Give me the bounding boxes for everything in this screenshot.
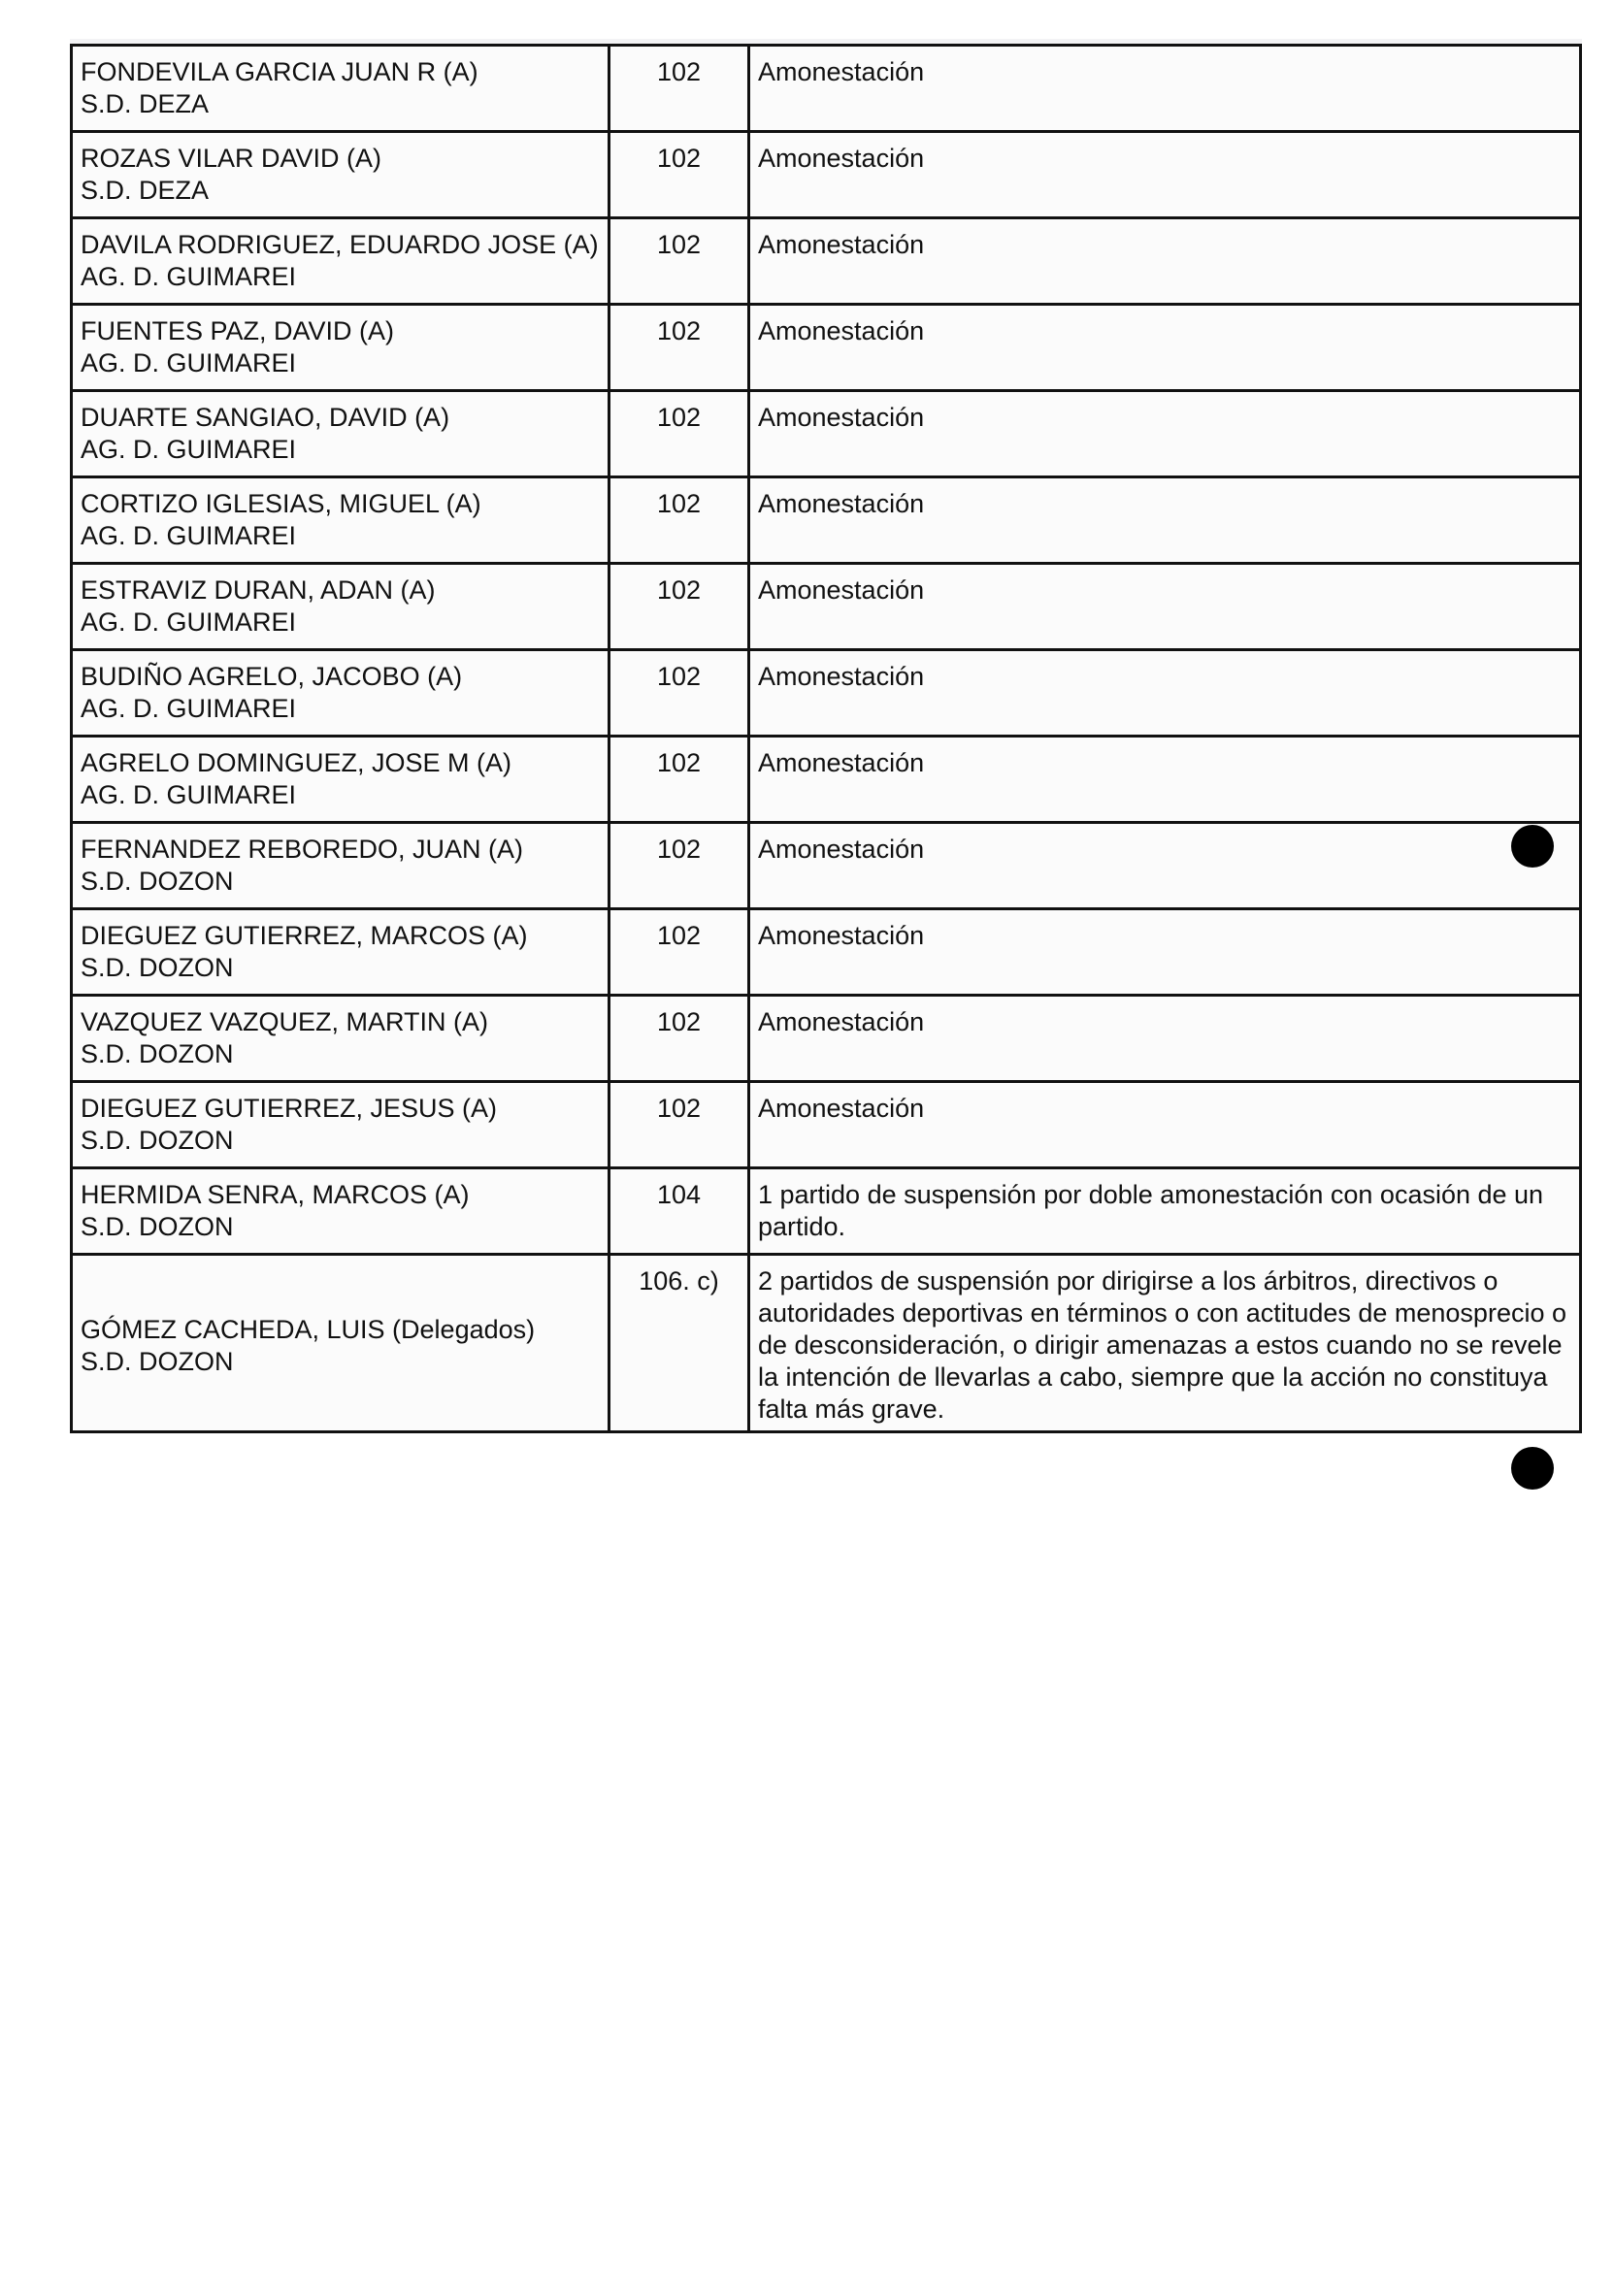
player-name: ROZAS VILAR DAVID (A)	[81, 144, 382, 173]
table-row	[72, 564, 1581, 650]
sanction-cell: Amonestación	[749, 218, 1581, 305]
player-name: DIEGUEZ GUTIERREZ, JESUS (A)	[81, 1094, 498, 1123]
punch-hole-mark	[1511, 1447, 1554, 1490]
club-name: S.D. DOZON	[81, 1212, 234, 1241]
club-name: S.D. DOZON	[81, 1039, 234, 1068]
club-name: S.D. DOZON	[81, 867, 234, 896]
article-cell: 104	[609, 1168, 749, 1255]
sanction-cell: Amonestación	[749, 737, 1581, 823]
table-row	[72, 1082, 1581, 1168]
player-name: ESTRAVIZ DURAN, ADAN (A)	[81, 575, 436, 605]
player-cell	[72, 1082, 609, 1168]
club-name: AG. D. GUIMAREI	[81, 262, 297, 291]
table-row	[72, 823, 1581, 909]
club-name: AG. D. GUIMAREI	[81, 435, 297, 464]
player-name: VAZQUEZ VAZQUEZ, MARTIN (A)	[81, 1007, 489, 1036]
sanction-cell: Amonestación	[749, 996, 1581, 1082]
table-row	[72, 477, 1581, 564]
article-cell: 102	[609, 650, 749, 737]
player-name: FUENTES PAZ, DAVID (A)	[81, 316, 395, 345]
article-cell: 102	[609, 391, 749, 477]
table-row	[72, 132, 1581, 218]
player-cell	[72, 737, 609, 823]
table-row	[72, 996, 1581, 1082]
article-cell: 102	[609, 1082, 749, 1168]
player-cell	[72, 391, 609, 477]
club-name: S.D. DEZA	[81, 89, 210, 118]
player-name: FERNANDEZ REBOREDO, JUAN (A)	[81, 835, 524, 864]
sanctions-table	[70, 44, 1582, 1433]
sanction-cell: Amonestación	[749, 823, 1581, 909]
player-cell	[72, 564, 609, 650]
article-cell: 102	[609, 132, 749, 218]
player-cell	[72, 996, 609, 1082]
table-row	[72, 909, 1581, 996]
club-name: S.D. DOZON	[81, 1126, 234, 1155]
article-cell: 102	[609, 737, 749, 823]
article-cell: 102	[609, 46, 749, 132]
player-cell	[72, 46, 609, 132]
club-name: AG. D. GUIMAREI	[81, 348, 297, 377]
article-cell: 102	[609, 477, 749, 564]
club-name: S.D. DEZA	[81, 176, 210, 205]
club-name: AG. D. GUIMAREI	[81, 694, 297, 723]
sanction-cell: Amonestación	[749, 1082, 1581, 1168]
sanction-cell: 1 partido de suspensión por doble amonestación con ocasión de un partido.	[749, 1168, 1581, 1255]
player-cell	[72, 1168, 609, 1255]
player-cell	[72, 823, 609, 909]
article-cell: 106. c)	[609, 1255, 749, 1432]
article-cell: 102	[609, 909, 749, 996]
player-name: GÓMEZ CACHEDA, LUIS (Delegados)	[81, 1315, 536, 1344]
article-cell: 102	[609, 305, 749, 391]
player-name: HERMIDA SENRA, MARCOS (A)	[81, 1180, 470, 1209]
player-name: DAVILA RODRIGUEZ, EDUARDO JOSE (A)	[81, 230, 599, 259]
player-cell	[72, 305, 609, 391]
player-cell	[72, 477, 609, 564]
punch-hole-mark	[1511, 825, 1554, 868]
article-cell: 102	[609, 564, 749, 650]
player-name: BUDIÑO AGRELO, JACOBO (A)	[81, 662, 463, 691]
player-name: DIEGUEZ GUTIERREZ, MARCOS (A)	[81, 921, 528, 950]
club-name: S.D. DOZON	[81, 953, 234, 982]
sanction-cell: Amonestación	[749, 650, 1581, 737]
table-row	[72, 218, 1581, 305]
sanction-cell: Amonestación	[749, 46, 1581, 132]
club-name: AG. D. GUIMAREI	[81, 607, 297, 637]
player-cell	[72, 132, 609, 218]
sanction-cell: Amonestación	[749, 305, 1581, 391]
player-cell	[72, 218, 609, 305]
table-row	[72, 650, 1581, 737]
player-name: CORTIZO IGLESIAS, MIGUEL (A)	[81, 489, 481, 518]
player-cell	[72, 1255, 609, 1432]
sanction-cell: 2 partidos de suspensión por dirigirse a los árbitros, directivos o autoridades deportivas en términos o con actitudes de menosprecio o de desconsideración, o dirigir amenazas a estos cuando no se revele la intención de llevarlas a cabo, siempre que la acción no constituya falta más grave.	[749, 1255, 1581, 1432]
sanction-cell: Amonestación	[749, 564, 1581, 650]
player-cell	[72, 909, 609, 996]
table-row	[72, 391, 1581, 477]
table-row	[72, 737, 1581, 823]
player-name: FONDEVILA GARCIA JUAN R (A)	[81, 57, 478, 86]
sanction-cell: Amonestación	[749, 477, 1581, 564]
club-name: S.D. DOZON	[81, 1347, 234, 1376]
club-name: AG. D. GUIMAREI	[81, 521, 297, 550]
player-name: AGRELO DOMINGUEZ, JOSE M (A)	[81, 748, 512, 777]
sanction-cell: Amonestación	[749, 391, 1581, 477]
sanction-cell: Amonestación	[749, 132, 1581, 218]
table-row	[72, 1255, 1581, 1432]
club-name: AG. D. GUIMAREI	[81, 780, 297, 809]
table-row	[72, 305, 1581, 391]
table-row	[72, 46, 1581, 132]
article-cell: 102	[609, 996, 749, 1082]
player-name: DUARTE SANGIAO, DAVID (A)	[81, 403, 450, 432]
sanction-cell: Amonestación	[749, 909, 1581, 996]
table-row	[72, 1168, 1581, 1255]
article-cell: 102	[609, 218, 749, 305]
player-cell	[72, 650, 609, 737]
article-cell: 102	[609, 823, 749, 909]
